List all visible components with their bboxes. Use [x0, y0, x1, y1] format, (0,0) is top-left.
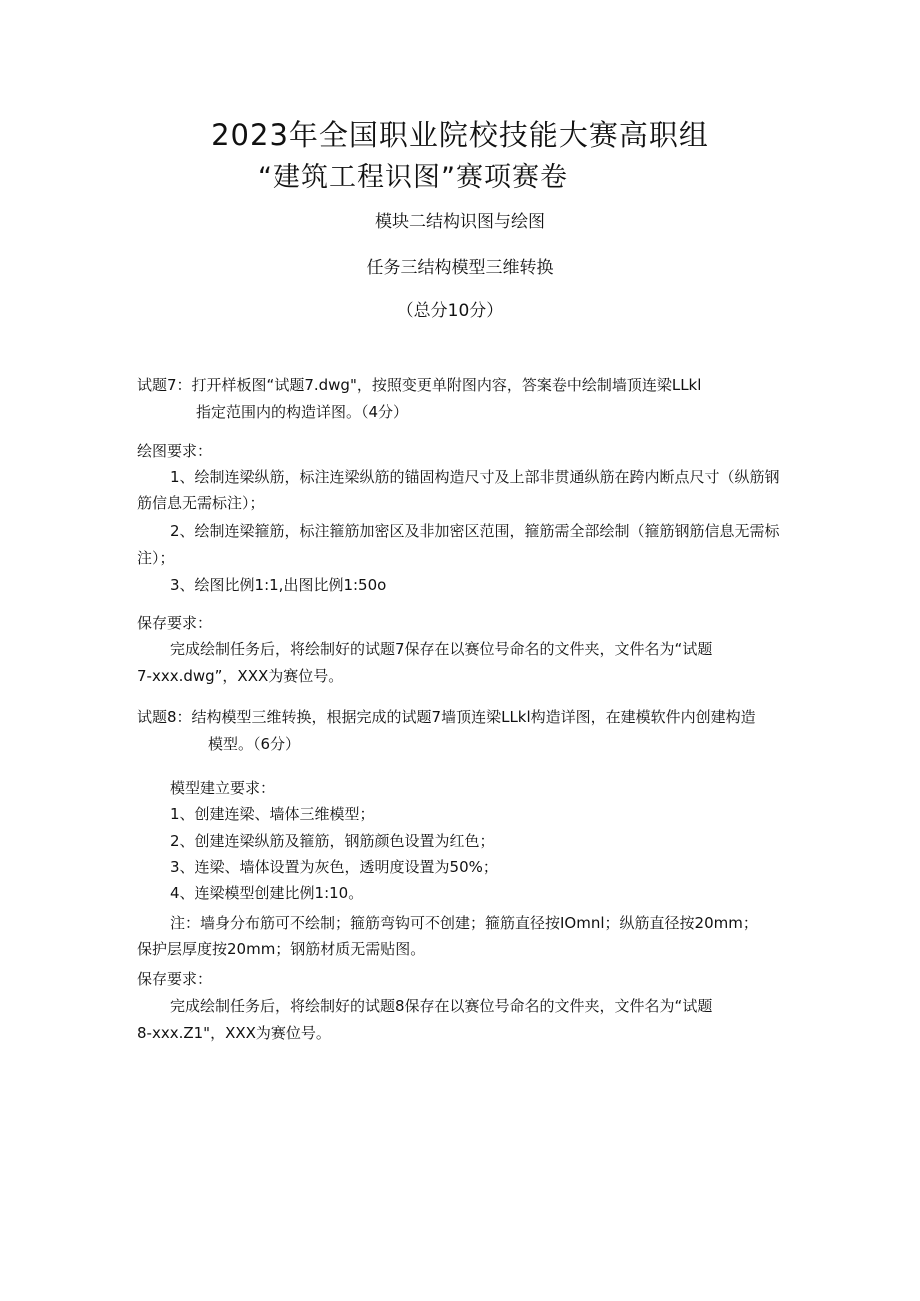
q7-prompt-line1: 试题7：打开样板图“试题7.dwg"，按照变更单附图内容，答案卷中绘制墙顶连梁LLkl: [137, 376, 702, 394]
q7-prompt-line2: 指定范围内的构造详图。（4分）: [196, 403, 409, 421]
task-heading: 任务三结构模型三维转换: [366, 258, 554, 278]
q8-save-line2: 8-xxx.Z1"，XXX为赛位号。: [137, 1024, 331, 1042]
q7-save-line2: 7-xxx.dwg”，XXX为赛位号。: [137, 667, 344, 685]
q8-save-requirements-heading: 保存要求：: [137, 970, 213, 988]
q8-requirement-2: 2、创建连梁纵筋及箍筋，钢筋颜色设置为红色；: [170, 832, 495, 850]
q8-requirement-4: 4、连梁模型创建比例1:10。: [170, 884, 364, 902]
q7-requirement-1-line2: 筋信息无需标注）；: [137, 494, 265, 512]
exam-title-line1: 2023年全国职业院校技能大赛高职组: [211, 118, 709, 152]
q7-save-requirements-heading: 保存要求：: [137, 614, 213, 632]
q7-requirement-2-line2: 注）；: [137, 549, 175, 567]
q8-note-line1: 注：墙身分布筋可不绘制；箍筋弯钩可不创建；箍筋直径按IOmnl；纵筋直径按20mm；: [170, 914, 758, 932]
q7-save-line1: 完成绘制任务后，将绘制好的试题7保存在以赛位号命名的文件夹，文件名为“试题: [170, 640, 713, 658]
q8-note-line2: 保护层厚度按20mm；钢筋材质无需贴图。: [137, 940, 426, 958]
q8-prompt-line1: 试题8：结构模型三维转换，根据完成的试题7墙顶连梁LLkl构造详图，在建模软件内创建构造: [137, 708, 756, 726]
module-heading: 模块二结构识图与绘图: [375, 212, 545, 232]
q7-drawing-requirements-heading: 绘图要求：: [137, 442, 213, 460]
total-score: （总分10分）: [396, 301, 504, 321]
q8-save-line1: 完成绘制任务后，将绘制好的试题8保存在以赛位号命名的文件夹，文件名为“试题: [170, 997, 713, 1015]
q8-requirement-1: 1、创建连梁、墙体三维模型；: [170, 805, 375, 823]
q8-model-requirements-heading: 模型建立要求：: [170, 779, 276, 797]
q8-requirement-3: 3、连梁、墙体设置为灰色，透明度设置为50%；: [170, 858, 498, 876]
q8-prompt-line2: 模型。（6分）: [208, 735, 301, 753]
exam-title-line2: “建筑工程识图”赛项赛卷: [258, 162, 568, 193]
q7-requirement-2-line1: 2、绘制连梁箍筋，标注箍筋加密区及非加密区范围，箍筋需全部绘制（箍筋钢筋信息无需标: [170, 522, 780, 540]
q7-requirement-1-line1: 1、绘制连梁纵筋，标注连梁纵筋的锚固构造尺寸及上部非贯通纵筋在跨内断点尺寸（纵筋钢: [170, 468, 780, 486]
q7-requirement-3: 3、绘图比例1:1,出图比例1:50o: [170, 576, 387, 594]
